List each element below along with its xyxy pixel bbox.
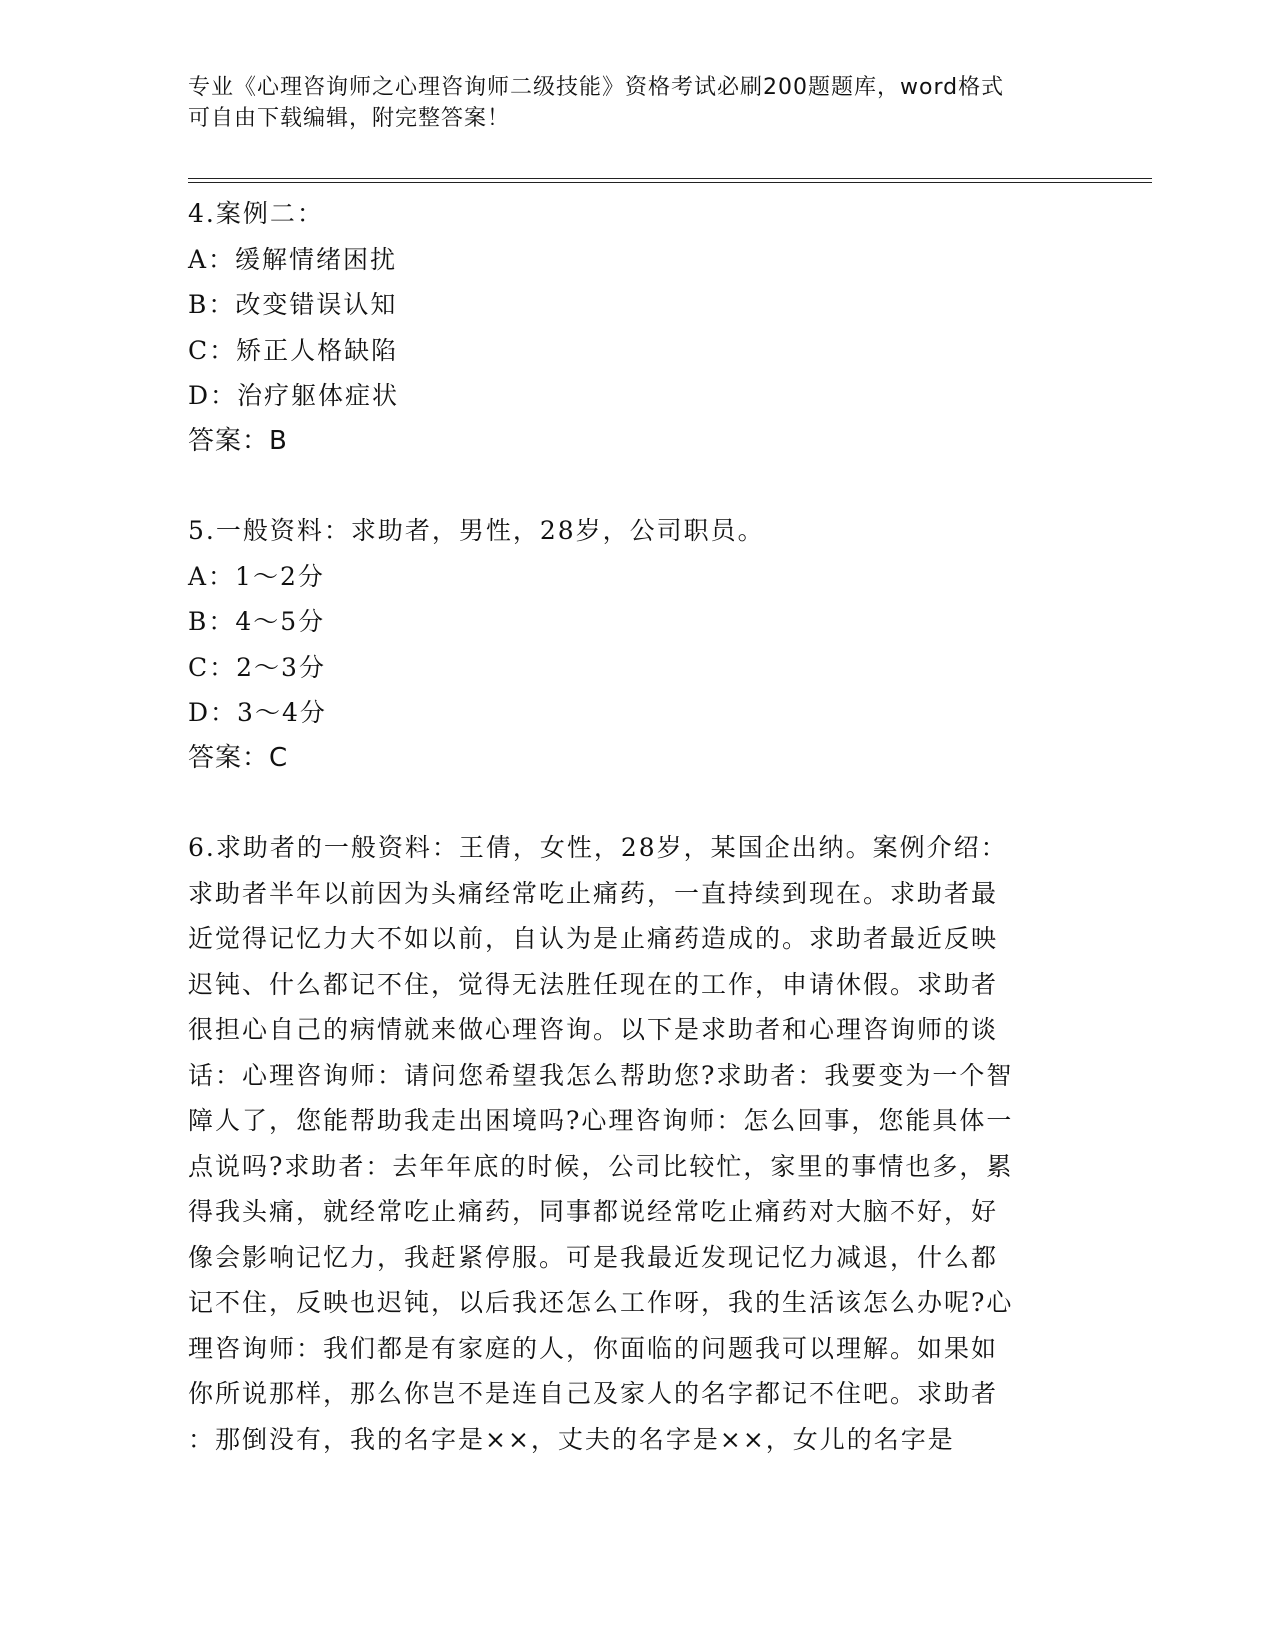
header-rule-top [188, 178, 1152, 179]
question-gap [188, 464, 1068, 508]
question-gap [188, 781, 1068, 825]
case-line: 像会影响记忆力，我赶紧停服。可是我最近发现记忆力减退，什么都 [188, 1242, 999, 1272]
case-line: ：那倒没有，我的名字是××，丈夫的名字是××，女儿的名字是 [188, 1424, 955, 1454]
header-line-2: 可自由下载编辑，附完整答案！ [188, 106, 511, 131]
question-stem: 4.案例二： [188, 199, 324, 228]
case-line: 理咨询师：我们都是有家庭的人，你面临的问题我可以理解。如果如 [188, 1333, 999, 1363]
case-line: 迟钝、什么都记不住，觉得无法胜任现在的工作，申请休假。求助者 [188, 969, 999, 999]
case-line: 近觉得记忆力大不如以前，自认为是止痛药造成的。求助者最近反映 [188, 924, 999, 953]
question-stem: 5.一般资料：求助者，男性，28岁，公司职员。 [188, 516, 765, 545]
case-line: 你所说那样，那么你岂不是连自己及家人的名字都记不住吧。求助者 [188, 1379, 999, 1408]
question-5 [188, 508, 1068, 781]
option-b: B：改变错误认知 [188, 290, 398, 319]
case-line: 点说吗?求助者：去年年底的时候，公司比较忙，家里的事情也多，累 [188, 1151, 1014, 1181]
option-a: A：1～2分 [188, 561, 325, 591]
option-d: D：治疗躯体症状 [188, 381, 400, 410]
option-a: A：缓解情绪困扰 [188, 244, 398, 274]
option-c: C：矫正人格缺陷 [188, 335, 399, 365]
question-4 [188, 191, 1068, 464]
answer: 答案：B [188, 425, 288, 456]
case-line: 记不住，反映也迟钝，以后我还怎么工作呀，我的生活该怎么办呢?心 [188, 1288, 1014, 1317]
case-line: 障人了，您能帮助我走出困境吗?心理咨询师：怎么回事，您能具体一 [188, 1106, 1014, 1135]
header-rule-bottom [188, 182, 1152, 183]
question-6 [188, 825, 1068, 1462]
case-line: 6.求助者的一般资料：王倩，女性，28岁，某国企出纳。案例介绍： [188, 833, 1008, 862]
answer: 答案：C [188, 742, 289, 773]
case-line: 话：心理咨询师：请问您希望我怎么帮助您?求助者：我要变为一个智 [188, 1060, 1014, 1090]
option-c: C：2～3分 [188, 652, 326, 682]
case-line: 很担心自己的病情就来做心理咨询。以下是求助者和心理咨询师的谈 [188, 1015, 999, 1044]
case-line: 得我头痛，就经常吃止痛药，同事都说经常吃止痛药对大脑不好，好 [188, 1197, 999, 1226]
header-line-1: 专业《心理咨询师之心理咨询师二级技能》资格考试必刷200题题库，word格式 [188, 75, 1005, 100]
option-b: B：4～5分 [188, 607, 326, 636]
document-body [188, 191, 1068, 1462]
case-line: 求助者半年以前因为头痛经常吃止痛药，一直持续到现在。求助者最 [188, 878, 999, 908]
option-d: D：3～4分 [188, 698, 327, 727]
document-header [188, 72, 1068, 134]
